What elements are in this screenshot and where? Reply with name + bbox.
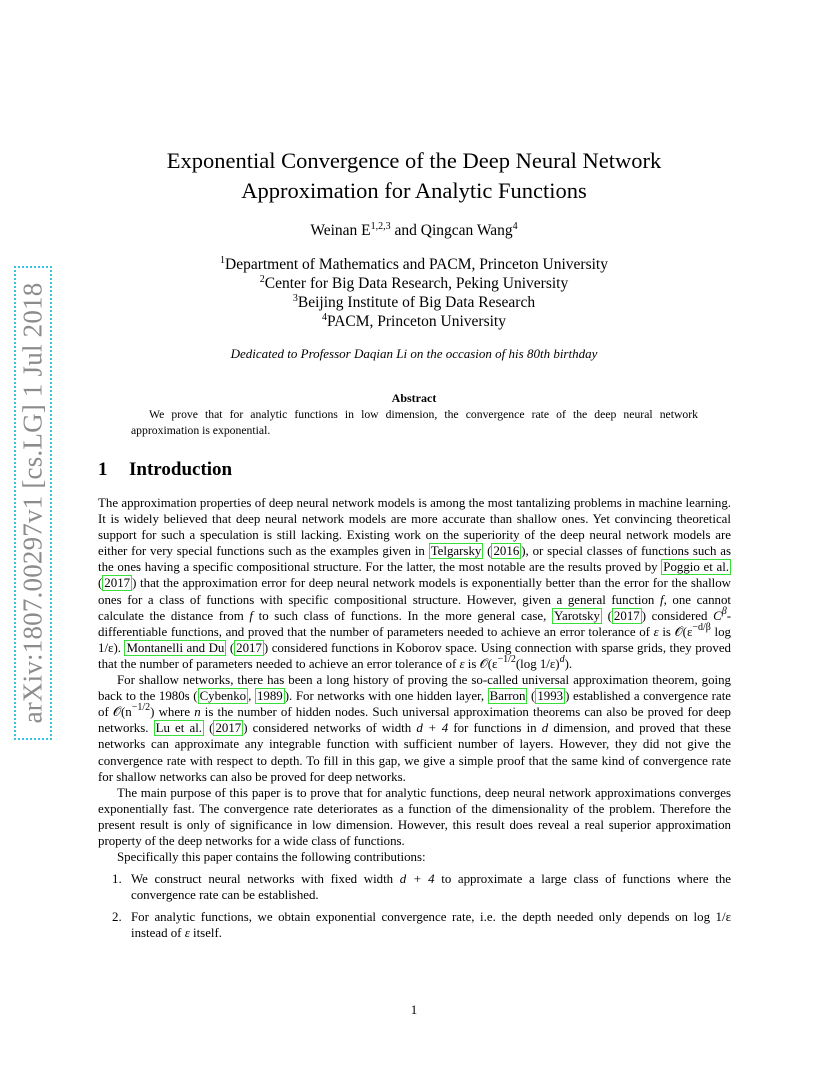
affiliation-4-mark: 4 [322, 312, 327, 323]
text-run: is [464, 656, 480, 671]
citation-link[interactable]: 1989 [256, 689, 283, 704]
math-beta: β [721, 605, 727, 617]
math-big-o: 𝒪(ε [674, 624, 693, 639]
page-number: 1 [410, 1003, 418, 1017]
citation-link[interactable]: 2017 [613, 608, 640, 623]
math-paren: ) [150, 705, 155, 720]
citation-link[interactable]: 2016 [493, 544, 520, 559]
text-run: where [154, 705, 195, 720]
abstract-heading: Abstract [391, 391, 437, 405]
text-run: ) that the approximation error for deep neural network models is exponentially better than the error for the shallow ones for a class of functions with specific compositional structure. However, given a general function [98, 576, 731, 607]
author-1-affil-marks: 1,2,3 [370, 221, 391, 232]
citation-link[interactable]: Barron [489, 689, 526, 704]
authors [100, 222, 728, 240]
math-exponent: −1/2 [131, 702, 151, 714]
math-exponent: −d/β [692, 621, 711, 633]
text-run: For analytic functions, we obtain exponential convergence rate, i.e. the depth needed only depends on [131, 910, 694, 925]
arxiv-sidebar-link[interactable] [14, 266, 52, 740]
text-run: ( [483, 544, 492, 559]
math-f: f [249, 608, 253, 623]
intro-paragraph-3: The main purpose of this paper is to prove that for analytic functions, deep neural network approximations converges exponentially fast. The convergence rate deteriorates as a function of the dimensionality of the problem. Therefore the present result is only of significance in low dimension. However, this result does reveal a real superior approximation property of the deep networks for a wide class of functions. [98, 785, 731, 848]
author-conjunction: and [390, 222, 421, 239]
text-run: ) considered [641, 608, 714, 623]
text-run: is the number of hidden nodes. Such universal approximation theorems can also be proved for deep networks. [98, 705, 731, 736]
text-run: ) considered networks of width [243, 721, 417, 736]
section-number: 1 [98, 459, 108, 480]
text-run: . [117, 640, 125, 655]
text-run: The approximation properties of deep neural network models is among the most tantalizing problems in machine learning. It is widely believed that deep neural network models are more accurate than shallow ones. Yet convincing theoretical support for such a speculation is still lacking. Existing work on the superiority of the deep neural network models are either for very special functions such as the examples given in [98, 496, 731, 559]
text-run: to such class of functions. In the more general case, [253, 608, 553, 623]
affiliation-1-mark: 1 [220, 255, 225, 266]
citation-link[interactable]: 2017 [104, 576, 131, 591]
text-run: ( [226, 640, 235, 655]
math-f: f [659, 592, 664, 607]
dedication: Dedicated to Professor Daqian Li on the occasion of his 80th birthday [230, 346, 598, 361]
math-paren: ) [564, 656, 569, 671]
contributions-list [98, 871, 731, 941]
affiliation-4 [100, 312, 728, 331]
text-run: for functions in [448, 721, 542, 736]
math-width: d + 4 [399, 872, 435, 887]
list-marker: 2. [112, 910, 122, 925]
affiliation-3 [100, 293, 728, 312]
author-1: Weinan E [310, 222, 371, 239]
math-d: d [541, 721, 549, 736]
author-2: Qingcan Wang [420, 222, 513, 239]
text-run: instead of [131, 926, 185, 941]
citation-link[interactable]: Yarotsky [554, 608, 600, 623]
text-run: ( [98, 576, 103, 591]
citation-link[interactable]: Lu et al. [155, 721, 203, 736]
math-exponent-d: d [559, 653, 565, 665]
text-run: , [248, 689, 255, 704]
text-run: -differentiable functions, and proved that the number of parameters needed to achieve an error tolerance of [98, 608, 732, 639]
affiliation-4-text: PACM, Princeton University [327, 313, 506, 330]
affiliation-3-mark: 3 [292, 293, 298, 304]
affiliation-2-text: Center for Big Data Research, Peking University [264, 275, 569, 292]
affiliation-2-mark: 2 [259, 274, 265, 285]
text-run: ( [527, 689, 536, 704]
math-big-o: 𝒪(ε [479, 656, 498, 671]
text-run: We construct neural networks with fixed width [131, 872, 400, 887]
affiliation-1 [100, 255, 728, 274]
text-run: dimension, and proved that these networks can approximate any integrable function with sufficient number of layers. However, they did not give the convergence rate with respect to depth. To fill in this gap, we give a simple proof that the same kind of convergence rate for shallow networks can also be proved for deep networks. [98, 721, 731, 784]
abstract-body: We prove that for analytic functions in low dimension, the convergence rate of the deep neural network approximation is exponential. [131, 408, 698, 437]
text-run: ( [601, 608, 612, 623]
citation-link[interactable]: 1993 [537, 689, 564, 704]
citation-link[interactable]: 2017 [236, 640, 262, 655]
text-run: ( [204, 721, 214, 736]
text-run: ) considered functions in Koborov space. Using connection with sparse grids, they proved that the number of parameters needed to achieve an error tolerance of [98, 640, 731, 671]
math-exponent: −1/2 [497, 653, 516, 665]
citation-link[interactable]: Poggio et al. [663, 560, 729, 575]
intro-paragraph-4: Specifically this paper contains the following contributions: [117, 850, 426, 865]
math-width: d + 4 [416, 721, 449, 736]
citation-link[interactable]: Cybenko [199, 689, 247, 704]
text-run: ), or special classes of functions such as the ones having a specific compositional structure. For the latter, the most notable are the results proved by [98, 544, 732, 575]
intro-paragraph-2 [98, 672, 731, 785]
section-heading [98, 459, 232, 481]
intro-body [98, 495, 731, 948]
math-log: log 1/ε [693, 910, 732, 925]
title-line-2: Approximation for Analytic Functions [241, 178, 587, 203]
affiliation-2 [100, 274, 728, 293]
math-c: C [713, 608, 722, 623]
author-2-affil-marks: 4 [512, 221, 518, 232]
citation-link[interactable]: Telgarsky [430, 544, 482, 559]
text-run: For shallow networks, there has been a long history of proving the so-called universal approximation theorem, going back to the 1980s ( [98, 673, 731, 704]
math-n: n [194, 705, 201, 720]
arxiv-id-text: arXiv:1807.00297v1 [cs.LG] 1 Jul 2018 [17, 282, 48, 724]
affiliations [100, 255, 728, 331]
contribution-item [98, 909, 731, 941]
paper-title [100, 146, 728, 206]
text-run: is [658, 624, 675, 639]
math-epsilon: ε [653, 624, 659, 639]
text-run: itself. [189, 926, 223, 941]
math-epsilon: ε [459, 656, 465, 671]
math-big-o: 𝒪(n [112, 705, 132, 720]
affiliation-1-text: Department of Mathematics and PACM, Princeton University [225, 256, 608, 273]
citation-link[interactable]: 2017 [215, 721, 242, 736]
citation-link[interactable]: Montanelli and Du [126, 640, 225, 655]
contribution-item [98, 871, 731, 903]
text-run: ) established a convergence rate of [98, 689, 731, 720]
text-run: , one cannot calculate the distance from [98, 592, 731, 623]
text-run: ). For networks with one hidden layer, [284, 689, 488, 704]
math-epsilon: ε [184, 926, 190, 941]
section-title: Introduction [129, 459, 233, 480]
math-log: log 1/ε) [98, 624, 732, 655]
intro-paragraph-1 [98, 495, 731, 672]
math-log: (log 1/ε) [515, 656, 560, 671]
text-run: . [568, 656, 573, 671]
text-run: to approximate a large class of functions where the convergence rate can be established. [131, 872, 731, 903]
list-marker: 1. [112, 872, 122, 887]
affiliation-3-text: Beijing Institute of Big Data Research [297, 294, 536, 311]
title-line-1: Exponential Convergence of the Deep Neural Network [166, 148, 662, 173]
